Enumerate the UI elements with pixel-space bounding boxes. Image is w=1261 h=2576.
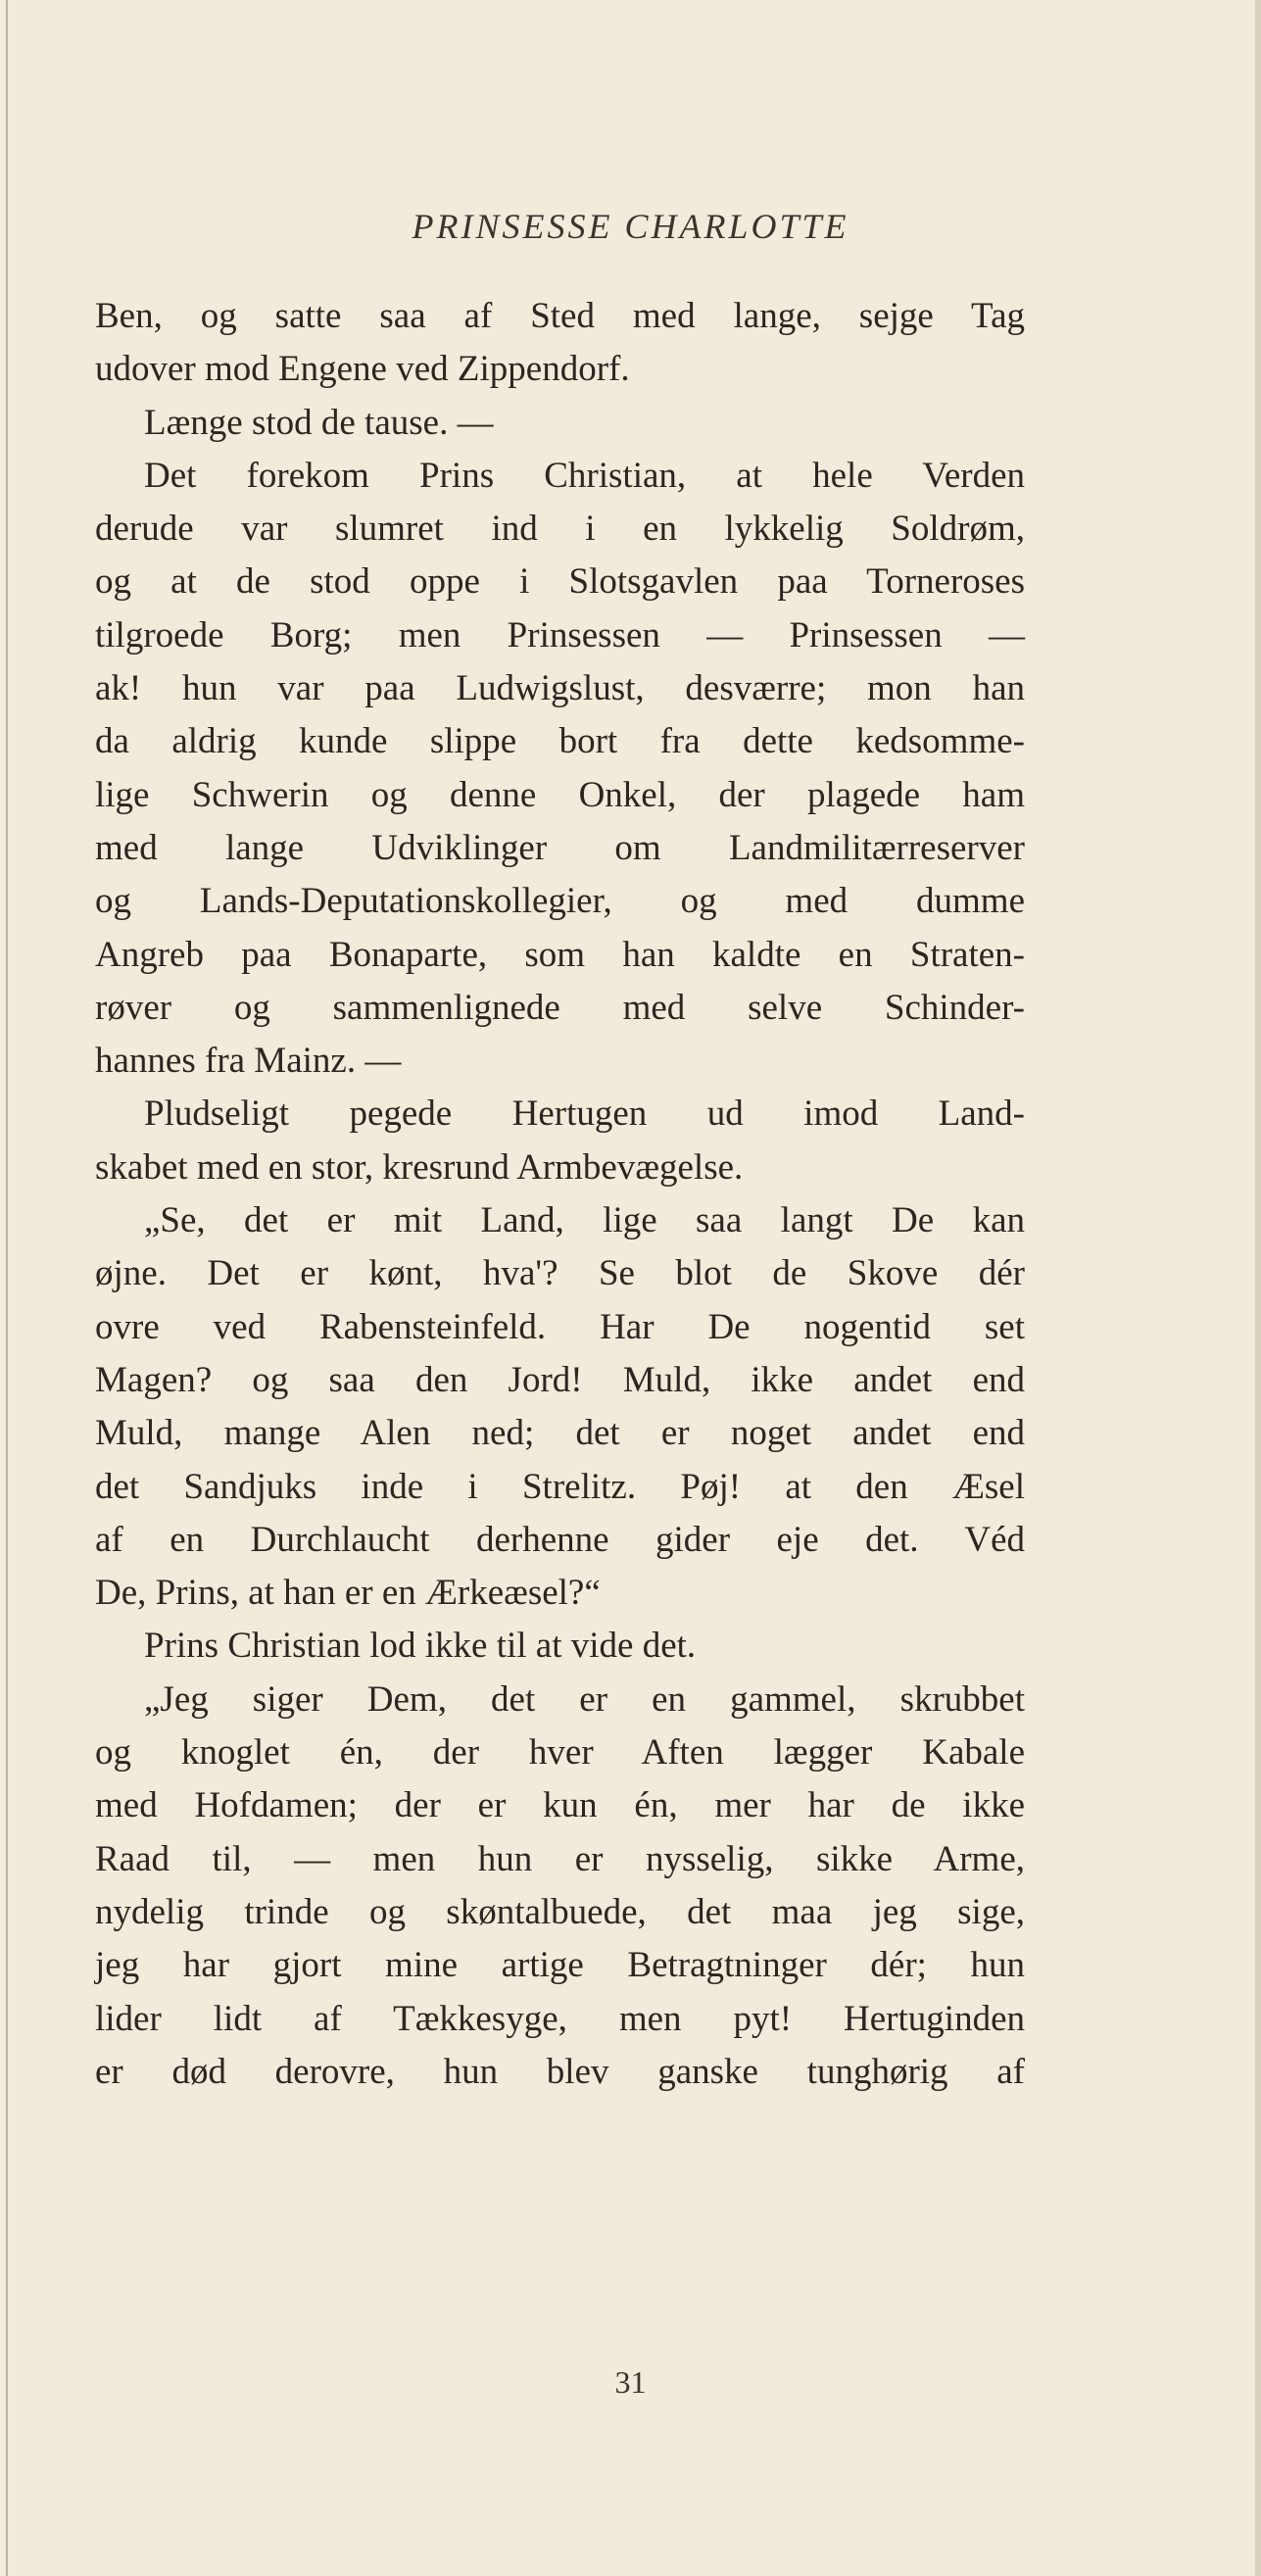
text-line: jeg har gjort mine artige Betragtninger dér; hun (95, 1945, 1025, 1986)
text-line: Pludseligt pegede Hertugen ud imod Land- (144, 1094, 1025, 1135)
text-line: og knoglet én, der hver Aften lægger Kabale (95, 1732, 1025, 1774)
page-edge-shadow (6, 0, 8, 2576)
text-line: med Hofdamen; der er kun én, mer har de ikke (95, 1785, 1025, 1826)
text-line: det Sandjuks inde i Strelitz. Pøj! at den Æsel (95, 1466, 1025, 1507)
text-line: De, Prins, at han er en Ærkeæsel?“ (95, 1573, 601, 1614)
text-line: Angreb paa Bonaparte, som han kaldte en Straten- (95, 934, 1025, 975)
text-line: Det forekom Prins Christian, at hele Verden (144, 455, 1025, 496)
text-line: af en Durchlaucht derhenne gider eje det. Véd (95, 1519, 1025, 1560)
text-line: Længe stod de tause. — (144, 402, 494, 443)
text-line: tilgroede Borg; men Prinsessen — Prinsessen — (95, 614, 1025, 656)
text-line: Ben, og satte saa af Sted med lange, sejge Tag (95, 296, 1025, 336)
text-line: øjne. Det er kønt, hva'? Se blot de Skove dér (95, 1253, 1025, 1294)
page-edge-right (1255, 0, 1261, 2576)
text-line: Prins Christian lod ikke til at vide det. (144, 1626, 697, 1667)
text-line: lige Schwerin og denne Onkel, der plagede ham (95, 774, 1025, 815)
text-line: derude var slumret ind i en lykkelig Soldrøm, (95, 509, 1025, 550)
text-line: og Lands-Deputationskollegier, og med dumme (95, 881, 1025, 922)
page-number: 31 (614, 2364, 647, 2400)
text-line: Raad til, — men hun er nysselig, sikke Arme, (95, 1838, 1025, 1879)
text-line: er død derovre, hun blev ganske tunghørig af (95, 2051, 1025, 2092)
running-head: PRINSESSE CHARLOTTE (412, 207, 849, 246)
text-line: og at de stod oppe i Slotsgavlen paa Torneroses (95, 561, 1025, 603)
text-line: ovre ved Rabensteinfeld. Har De nogentid set (95, 1306, 1025, 1347)
text-line: udover mod Engene ved Zippendorf. (95, 349, 630, 390)
text-line: da aldrig kunde slippe bort fra dette kedsomme- (95, 721, 1025, 762)
text-line: Magen? og saa den Jord! Muld, ikke andet end (95, 1359, 1025, 1400)
text-line: skabet med en stor, kresrund Armbevægelse. (95, 1146, 744, 1188)
text-line: nydelig trinde og skøntalbuede, det maa jeg sige, (95, 1891, 1025, 1932)
body-text (95, 290, 1025, 2099)
text-line: hannes fra Mainz. — (95, 1041, 402, 1082)
text-line: „Se, det er mit Land, lige saa langt De kan (144, 1200, 1025, 1241)
text-line: lider lidt af Tækkesyge, men pyt! Hertuginden (95, 1998, 1025, 2039)
text-line: „Jeg siger Dem, det er en gammel, skrubbet (144, 1678, 1025, 1720)
text-line: Muld, mange Alen ned; det er noget andet end (95, 1413, 1025, 1454)
text-line: røver og sammenlignede med selve Schinder- (95, 987, 1025, 1028)
text-line: ak! hun var paa Ludwigslust, desværre; mon han (95, 668, 1025, 709)
text-line: med lange Udviklinger om Landmilitærreserver (95, 827, 1025, 868)
